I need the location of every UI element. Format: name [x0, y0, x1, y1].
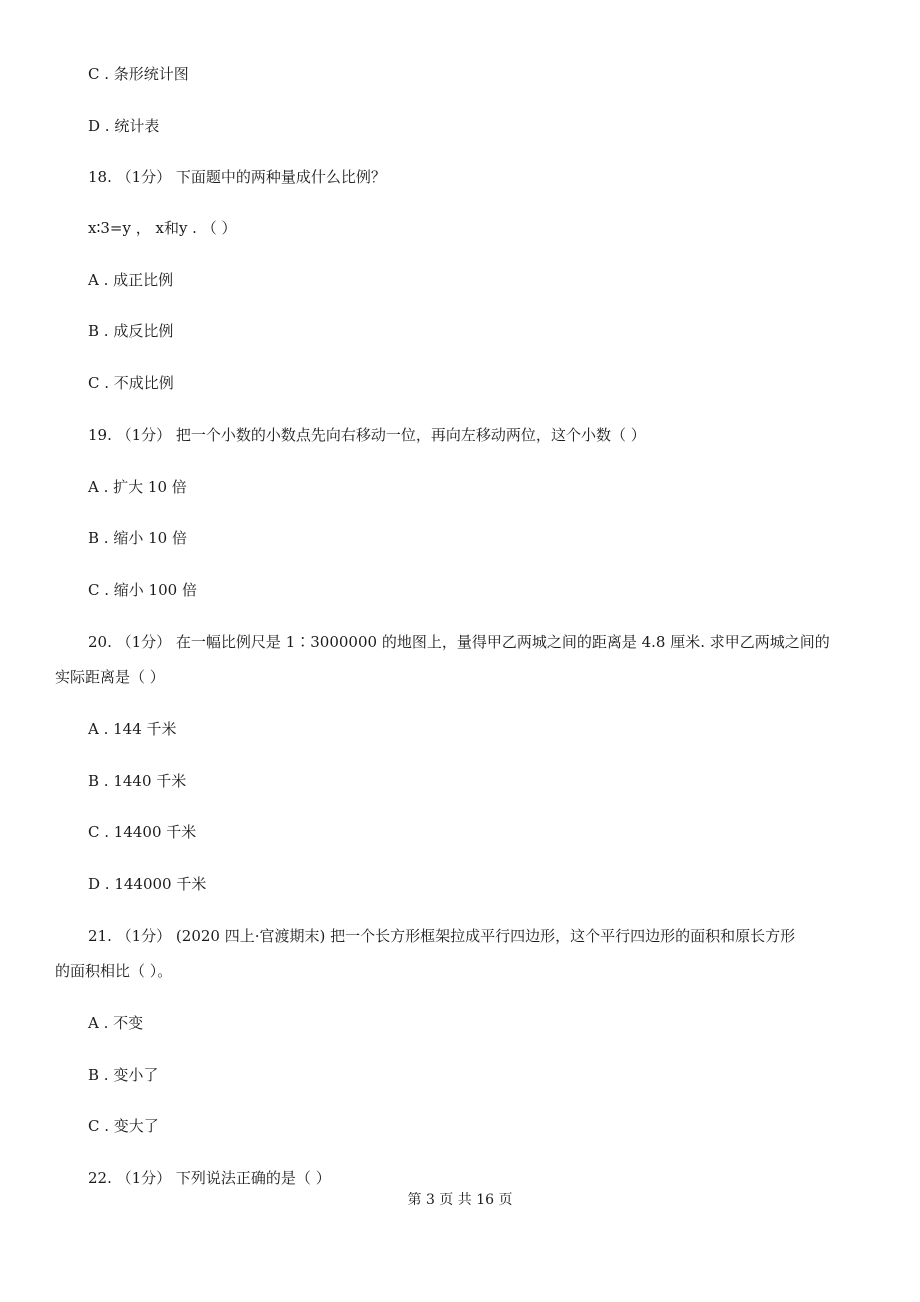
q19-stem: 19. （1分） 把一个小数的小数点先向右移动一位，再向左移动两位，这个小数（ ） — [88, 426, 646, 444]
q22-stem: 22. （1分） 下列说法正确的是（ ） — [88, 1169, 331, 1187]
q18-option-a: A . 成正比例 — [88, 271, 174, 289]
q19-option-b: B . 缩小 10 倍 — [88, 529, 187, 547]
q17-option-d: D . 统计表 — [88, 117, 160, 135]
q20-stem: 20. （1分） 在一幅比例尺是 1∶3000000 的地图上，量得甲乙两城之间的距离是 4.8 厘米. 求甲乙两城之间的 — [88, 633, 830, 651]
q18-expression: x∶3=y ， x和y . （ ） — [88, 219, 237, 237]
q21-stem: 21. （1分） (2020 四上·官渡期末) 把一个长方形框架拉成平行四边形，这个平行四边形的面积和原长方形 — [88, 927, 796, 945]
q18-option-b: B . 成反比例 — [88, 322, 174, 340]
q20-option-a: A . 144 千米 — [88, 720, 177, 738]
q21-option-a: A . 不变 — [88, 1014, 144, 1032]
q21-stem-continued: 的面积相比（ ）。 — [55, 962, 173, 980]
q20-option-d: D . 144000 千米 — [88, 875, 207, 893]
q20-option-c: C . 14400 千米 — [88, 823, 197, 841]
q17-option-c: C . 条形统计图 — [88, 65, 189, 83]
q18-stem: 18. （1分） 下面题中的两种量成什么比例？ — [88, 168, 386, 186]
q21-option-c: C . 变大了 — [88, 1117, 159, 1135]
q19-option-a: A . 扩大 10 倍 — [88, 478, 187, 496]
q21-option-b: B . 变小了 — [88, 1066, 159, 1084]
q20-stem-continued: 实际距离是（ ） — [55, 668, 165, 686]
q19-option-c: C . 缩小 100 倍 — [88, 581, 197, 599]
page-number-footer: 第 3 页 共 16 页 — [407, 1192, 513, 1208]
q18-option-c: C . 不成比例 — [88, 374, 174, 392]
q20-option-b: B . 1440 千米 — [88, 772, 187, 790]
